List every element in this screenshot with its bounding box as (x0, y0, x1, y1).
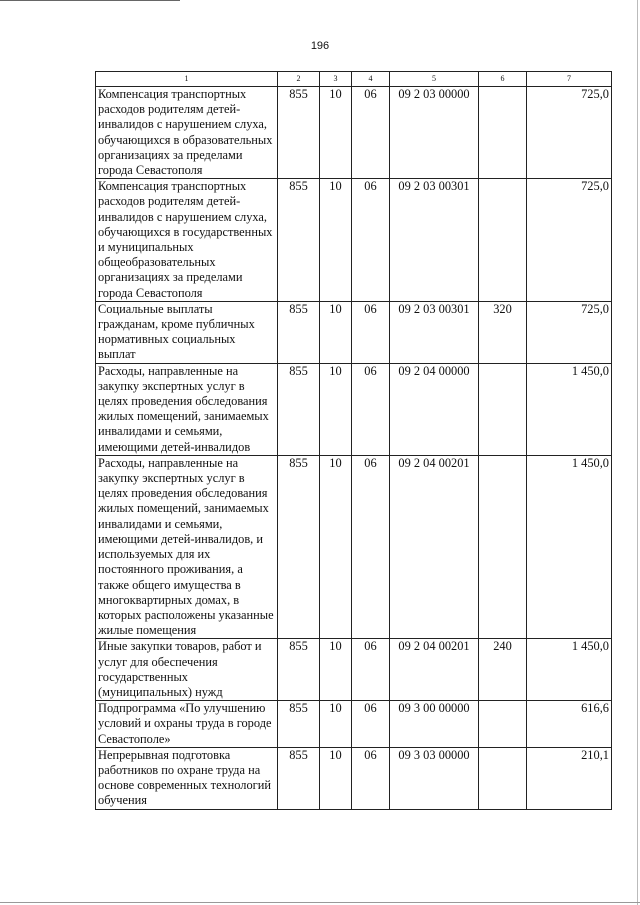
table-row (96, 363, 612, 455)
target-code: 09 2 04 00201 (390, 639, 479, 701)
expense-type-code (479, 363, 527, 455)
row-name: Подпрограмма «По улучшению условий и охраны труда в городе Севастополе» (96, 701, 278, 748)
ministry-code: 855 (278, 179, 320, 302)
row-name: Непрерывная подготовка работников по охране труда на основе современных технологий обучения (96, 747, 278, 809)
ministry-code: 855 (278, 87, 320, 179)
scan-edge-top (0, 0, 180, 1)
table-row (96, 747, 612, 809)
section-code: 10 (320, 301, 352, 363)
target-code: 09 2 04 00201 (390, 455, 479, 638)
row-name: Компенсация транспортных расходов родителям детей-инвалидов с нарушением слуха, обучающихся в образовательных организациях за пределами города Севастополя (96, 87, 278, 179)
expense-type-code (479, 179, 527, 302)
header-col-7: 7 (527, 72, 612, 87)
header-col-2: 2 (278, 72, 320, 87)
section-code: 10 (320, 747, 352, 809)
subsection-code: 06 (352, 363, 390, 455)
subsection-code: 06 (352, 639, 390, 701)
section-code: 10 (320, 179, 352, 302)
ministry-code: 855 (278, 455, 320, 638)
table-row (96, 639, 612, 701)
subsection-code: 06 (352, 301, 390, 363)
amount: 725,0 (527, 87, 612, 179)
amount: 1 450,0 (527, 363, 612, 455)
ministry-code: 855 (278, 363, 320, 455)
expense-type-code (479, 701, 527, 748)
section-code: 10 (320, 639, 352, 701)
target-code: 09 2 03 00000 (390, 87, 479, 179)
expense-type-code: 320 (479, 301, 527, 363)
amount: 1 450,0 (527, 639, 612, 701)
row-name: Иные закупки товаров, работ и услуг для обеспечения государственных (муниципальных) нужд (96, 639, 278, 701)
subsection-code: 06 (352, 701, 390, 748)
section-code: 10 (320, 455, 352, 638)
amount: 210,1 (527, 747, 612, 809)
amount: 725,0 (527, 301, 612, 363)
row-name: Компенсация транспортных расходов родителям детей-инвалидов с нарушением слуха, обучающихся в государственных и муниципальных общеобразовательных организациях за пределами города Севастополя (96, 179, 278, 302)
section-code: 10 (320, 363, 352, 455)
expense-type-code (479, 747, 527, 809)
subsection-code: 06 (352, 87, 390, 179)
row-name: Расходы, направленные на закупку экспертных услуг в целях проведения обследования жилых помещений, занимаемых инвалидами и семьями, имеющими детей-инвалидов, и используемых для их постоянного проживания, а также общего имущества в многоквартирных домах, в которых расположены указанные жилые помещения (96, 455, 278, 638)
table-row (96, 301, 612, 363)
header-row (96, 72, 612, 87)
subsection-code: 06 (352, 747, 390, 809)
budget-table (95, 71, 612, 810)
amount: 616,6 (527, 701, 612, 748)
ministry-code: 855 (278, 639, 320, 701)
header-col-1: 1 (96, 72, 278, 87)
table-row (96, 179, 612, 302)
header-col-5: 5 (390, 72, 479, 87)
target-code: 09 3 00 00000 (390, 701, 479, 748)
subsection-code: 06 (352, 455, 390, 638)
page-number: 196 (310, 40, 330, 52)
amount: 725,0 (527, 179, 612, 302)
section-code: 10 (320, 701, 352, 748)
scan-edge-right (637, 0, 638, 905)
table-row (96, 455, 612, 638)
table-row (96, 87, 612, 179)
expense-type-code: 240 (479, 639, 527, 701)
header-col-4: 4 (352, 72, 390, 87)
amount: 1 450,0 (527, 455, 612, 638)
scan-edge-bottom (0, 902, 640, 903)
target-code: 09 2 03 00301 (390, 301, 479, 363)
ministry-code: 855 (278, 747, 320, 809)
target-code: 09 2 03 00301 (390, 179, 479, 302)
row-name: Расходы, направленные на закупку экспертных услуг в целях проведения обследования жилых помещений, занимаемых инвалидами и семьями, имеющими детей-инвалидов (96, 363, 278, 455)
target-code: 09 2 04 00000 (390, 363, 479, 455)
table-row (96, 701, 612, 748)
expense-type-code (479, 87, 527, 179)
row-name: Социальные выплаты гражданам, кроме публичных нормативных социальных выплат (96, 301, 278, 363)
ministry-code: 855 (278, 301, 320, 363)
header-col-3: 3 (320, 72, 352, 87)
ministry-code: 855 (278, 701, 320, 748)
target-code: 09 3 03 00000 (390, 747, 479, 809)
expense-type-code (479, 455, 527, 638)
header-col-6: 6 (479, 72, 527, 87)
subsection-code: 06 (352, 179, 390, 302)
section-code: 10 (320, 87, 352, 179)
